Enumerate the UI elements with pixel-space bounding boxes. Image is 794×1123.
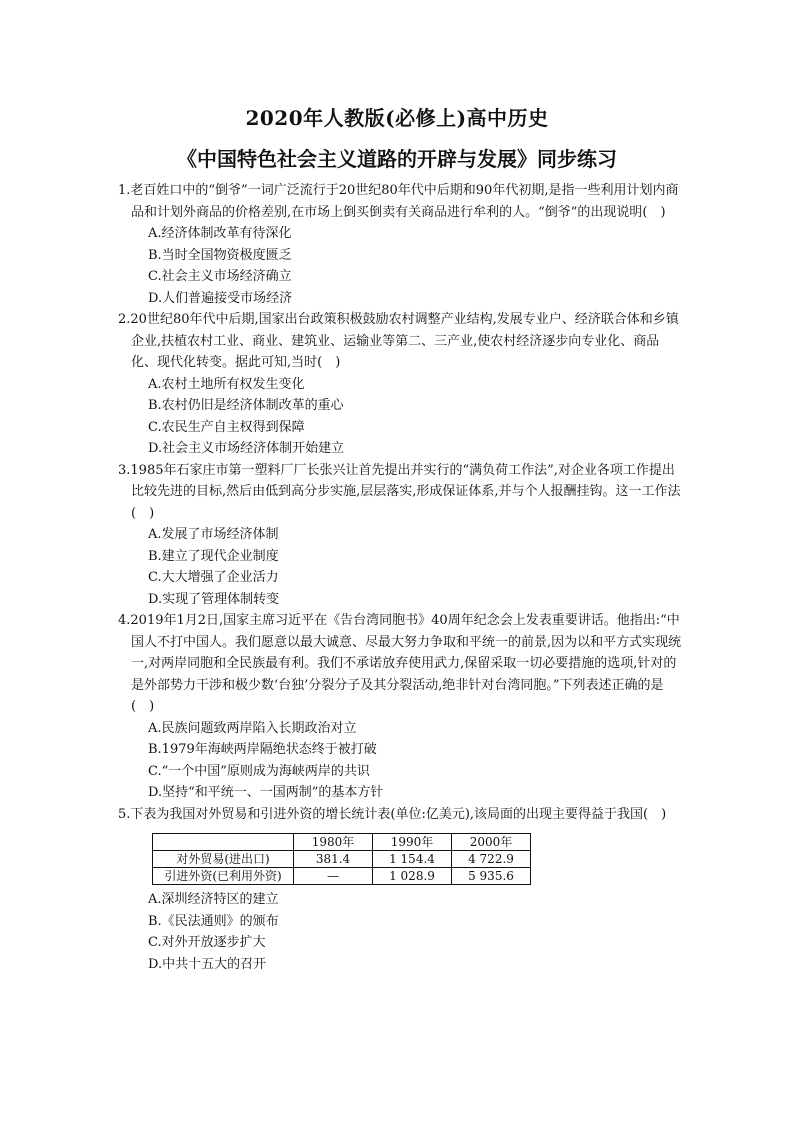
option-d: D.实现了管理体制转变 [148, 591, 280, 607]
question-list [118, 180, 684, 975]
option-c: C.对外开放逐步扩大 [148, 935, 266, 950]
table-cell: 5 935.6 [452, 868, 531, 885]
option-b: B.《民法通则》的颁布 [148, 913, 279, 929]
question-5 [118, 804, 684, 976]
question-1 [118, 180, 684, 309]
option-b: B.1979年海峡两岸隔绝状态终于被打破 [148, 742, 377, 757]
option-b: B.建立了现代企业制度 [148, 548, 279, 564]
table-header-cell: 1990年 [373, 834, 452, 851]
table-cell: 381.4 [294, 851, 373, 868]
document-title: 2020年人教版(必修上)高中历史 [245, 106, 549, 130]
table-row [153, 868, 531, 885]
option-c: C.大大增强了企业活力 [148, 570, 279, 585]
question-stem: 1.老百姓口中的“倒爷”一词广泛流行于20世纪80年代中后期和90年代初期,是指一些利用计划内商品和计划外商品的价格差别,在市场上倒买倒卖有关商品进行牟利的人。“倒爷”的出现说明( ) [118, 183, 679, 220]
option-d: D.中共十五大的召开 [148, 956, 267, 972]
table-cell: 引进外资(已利用外资) [153, 868, 294, 885]
question-stem: 4.2019年1月2日,国家主席习近平在《告台湾同胞书》40周年纪念会上发表重要讲话。他指出:“中国人不打中国人。我们愿意以最大诚意、尽最大努力争取和平统一的前景,因为以和平方式实现统一,对两岸同胞和全民族最有利。我们不承诺放弃使用武力,保留采取一切必要措施的选项,针对的是外部势力干涉和极少数‘台独’分裂分子及其分裂活动,绝非针对台湾同胞。”下列表述正确的是( ) [118, 613, 682, 714]
option-b: B.农村仍旧是经济体制改革的重心 [148, 398, 344, 413]
table-header-cell: 1980年 [294, 834, 373, 851]
option-a: A.发展了市场经济体制 [148, 527, 279, 542]
option-a: A.民族问题致两岸陷入长期政治对立 [148, 720, 357, 736]
table-cell: — [294, 868, 373, 885]
trade-statistics-table [152, 833, 531, 885]
option-d: D.坚持“和平统一、一国两制”的基本方针 [148, 785, 384, 800]
option-d: D.人们普遍接受市场经济 [148, 290, 293, 306]
table-cell: 1 028.9 [373, 868, 452, 885]
table-cell: 1 154.4 [373, 851, 452, 868]
question-4 [118, 610, 684, 804]
question-stem: 5.下表为我国对外贸易和引进外资的增长统计表(单位:亿美元),该局面的出现主要得益于我国( ) [118, 806, 667, 822]
option-a: A.经济体制改革有待深化 [148, 226, 292, 241]
table-cell: 4 722.9 [452, 851, 531, 868]
question-stem: 3.1985年石家庄市第一塑料厂厂长张兴让首先提出并实行的“满负荷工作法”,对企业各项工作提出比较先进的目标,然后由低到高分步实施,层层落实,形成保证体系,并与个人报酬挂钩。这一工作法( ) [118, 462, 681, 521]
document-subtitle: 《中国特色社会主义道路的开辟与发展》同步练习 [177, 147, 617, 171]
table-row [153, 851, 531, 868]
option-b: B.当时全国物资极度匮乏 [148, 247, 292, 263]
table-header-row [153, 834, 531, 851]
table-cell: 对外贸易(进出口) [153, 851, 294, 868]
table-header-cell: 2000年 [452, 834, 531, 851]
option-c: C.社会主义市场经济确立 [148, 269, 292, 284]
option-c: C.农民生产自主权得到保障 [148, 419, 305, 435]
question-2 [118, 309, 684, 460]
option-a: A.农村土地所有权发生变化 [148, 376, 305, 392]
option-c: C.“一个中国”原则成为海峡两岸的共识 [148, 763, 370, 779]
option-d: D.社会主义市场经济体制开始建立 [148, 441, 345, 456]
option-a: A.深圳经济特区的建立 [148, 892, 279, 907]
question-3 [118, 460, 684, 611]
table-header-cell [153, 834, 294, 851]
question-stem: 2.20世纪80年代中后期,国家出台政策积极鼓励农村调整产业结构,发展专业户、经济联合体和乡镇企业,扶植农村工业、商业、建筑业、运输业等第二、三产业,使农村经济逐步向专业化、商品化、现代化转变。据此可知,当时( ) [118, 312, 679, 370]
